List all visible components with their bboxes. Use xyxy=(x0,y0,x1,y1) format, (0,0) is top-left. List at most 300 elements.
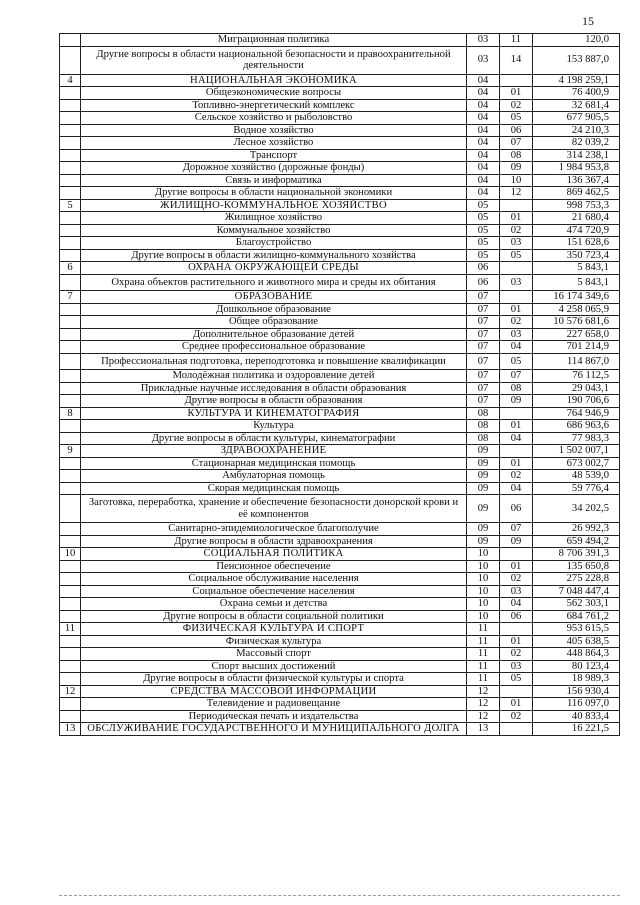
section-row xyxy=(60,74,620,87)
row-number-cell: 13 xyxy=(60,723,81,736)
amount-cell: 77 983,3 xyxy=(533,432,620,445)
section-code-cell: 04 xyxy=(467,112,500,125)
section-code-cell: 04 xyxy=(467,174,500,187)
table-row xyxy=(60,99,620,112)
table-row xyxy=(60,610,620,623)
row-name-cell: СРЕДСТВА МАССОВОЙ ИНФОРМАЦИИ xyxy=(81,685,467,698)
row-number-cell xyxy=(60,137,81,150)
amount-cell: 114 867,0 xyxy=(533,353,620,370)
row-name-cell: КУЛЬТУРА И КИНЕМАТОГРАФИЯ xyxy=(81,407,467,420)
row-name-cell: Профессиональная подготовка, переподготовка и повышение квалификации xyxy=(81,353,467,370)
table-row xyxy=(60,432,620,445)
table-row xyxy=(60,585,620,598)
amount-cell: 677 905,5 xyxy=(533,112,620,125)
row-number-cell xyxy=(60,573,81,586)
subsection-code-cell: 05 xyxy=(500,112,533,125)
row-number-cell xyxy=(60,353,81,370)
row-number-cell xyxy=(60,585,81,598)
amount-cell: 764 946,9 xyxy=(533,407,620,420)
row-number-cell xyxy=(60,341,81,354)
subsection-code-cell: 09 xyxy=(500,395,533,408)
table-row xyxy=(60,710,620,723)
section-code-cell: 09 xyxy=(467,470,500,483)
amount-cell: 659 494,2 xyxy=(533,535,620,548)
row-number-cell xyxy=(60,112,81,125)
table-row xyxy=(60,149,620,162)
amount-cell: 18 989,3 xyxy=(533,673,620,686)
section-code-cell: 07 xyxy=(467,382,500,395)
subsection-code-cell: 05 xyxy=(500,249,533,262)
row-name-cell: Другие вопросы в области физической культуры и спорта xyxy=(81,673,467,686)
row-number-cell xyxy=(60,174,81,187)
table-row xyxy=(60,598,620,611)
subsection-code-cell: 01 xyxy=(500,212,533,225)
subsection-code-cell: 01 xyxy=(500,87,533,100)
subsection-code-cell: 08 xyxy=(500,149,533,162)
section-code-cell: 06 xyxy=(467,262,500,275)
subsection-code-cell: 02 xyxy=(500,470,533,483)
section-code-cell: 07 xyxy=(467,291,500,304)
row-name-cell: Амбулаторная помощь xyxy=(81,470,467,483)
subsection-code-cell: 04 xyxy=(500,432,533,445)
amount-cell: 1 502 007,1 xyxy=(533,445,620,458)
section-code-cell: 08 xyxy=(467,432,500,445)
page-number: 15 xyxy=(582,14,594,28)
row-name-cell: Коммунальное хозяйство xyxy=(81,224,467,237)
row-number-cell xyxy=(60,212,81,225)
subsection-code-cell: 01 xyxy=(500,303,533,316)
table-row xyxy=(60,174,620,187)
row-name-cell: Другие вопросы в области образования xyxy=(81,395,467,408)
row-name-cell: СОЦИАЛЬНАЯ ПОЛИТИКА xyxy=(81,548,467,561)
subsection-code-cell xyxy=(500,407,533,420)
row-name-cell: Пенсионное обеспечение xyxy=(81,560,467,573)
section-code-cell: 09 xyxy=(467,523,500,536)
section-code-cell: 05 xyxy=(467,224,500,237)
section-code-cell: 09 xyxy=(467,495,500,523)
amount-cell: 116 097,0 xyxy=(533,698,620,711)
section-code-cell: 07 xyxy=(467,316,500,329)
amount-cell: 156 930,4 xyxy=(533,685,620,698)
row-number-cell xyxy=(60,470,81,483)
row-number-cell xyxy=(60,560,81,573)
table-row xyxy=(60,370,620,383)
subsection-code-cell xyxy=(500,445,533,458)
subsection-code-cell: 01 xyxy=(500,698,533,711)
row-name-cell: Водное хозяйство xyxy=(81,124,467,137)
row-name-cell: Дорожное хозяйство (дорожные фонды) xyxy=(81,162,467,175)
budget-table-body xyxy=(60,34,620,736)
table-row xyxy=(60,187,620,200)
row-number-cell xyxy=(60,698,81,711)
table-row xyxy=(60,560,620,573)
amount-cell: 350 723,4 xyxy=(533,249,620,262)
row-name-cell: Санитарно-эпидемиологическое благополучие xyxy=(81,523,467,536)
section-code-cell: 07 xyxy=(467,303,500,316)
section-code-cell: 04 xyxy=(467,124,500,137)
row-number-cell: 8 xyxy=(60,407,81,420)
subsection-code-cell: 04 xyxy=(500,482,533,495)
row-number-cell xyxy=(60,124,81,137)
row-number-cell xyxy=(60,249,81,262)
subsection-code-cell xyxy=(500,74,533,87)
row-number-cell: 11 xyxy=(60,623,81,636)
subsection-code-cell: 04 xyxy=(500,341,533,354)
section-code-cell: 07 xyxy=(467,370,500,383)
table-row xyxy=(60,124,620,137)
section-code-cell: 07 xyxy=(467,353,500,370)
section-code-cell: 13 xyxy=(467,723,500,736)
subsection-code-cell: 03 xyxy=(500,328,533,341)
amount-cell: 5 843,1 xyxy=(533,262,620,275)
table-row xyxy=(60,87,620,100)
amount-cell: 275 228,8 xyxy=(533,573,620,586)
amount-cell: 1 984 953,8 xyxy=(533,162,620,175)
row-number-cell xyxy=(60,482,81,495)
subsection-code-cell: 02 xyxy=(500,224,533,237)
subsection-code-cell xyxy=(500,291,533,304)
section-code-cell: 09 xyxy=(467,482,500,495)
section-code-cell: 04 xyxy=(467,74,500,87)
row-number-cell xyxy=(60,535,81,548)
amount-cell: 405 638,5 xyxy=(533,635,620,648)
subsection-code-cell: 07 xyxy=(500,523,533,536)
row-number-cell xyxy=(60,710,81,723)
subsection-code-cell: 12 xyxy=(500,187,533,200)
table-row xyxy=(60,535,620,548)
amount-cell: 227 658,0 xyxy=(533,328,620,341)
row-name-cell: Прикладные научные исследования в области образования xyxy=(81,382,467,395)
amount-cell: 26 992,3 xyxy=(533,523,620,536)
subsection-code-cell: 06 xyxy=(500,495,533,523)
amount-cell: 120,0 xyxy=(533,34,620,47)
row-name-cell: Спорт высших достижений xyxy=(81,660,467,673)
row-number-cell xyxy=(60,34,81,47)
amount-cell: 953 615,5 xyxy=(533,623,620,636)
subsection-code-cell: 06 xyxy=(500,124,533,137)
row-name-cell: ЖИЛИЩНО-КОММУНАЛЬНОЕ ХОЗЯЙСТВО xyxy=(81,199,467,212)
row-number-cell xyxy=(60,328,81,341)
section-row xyxy=(60,623,620,636)
section-code-cell: 11 xyxy=(467,660,500,673)
row-name-cell: Дополнительное образование детей xyxy=(81,328,467,341)
amount-cell: 80 123,4 xyxy=(533,660,620,673)
row-name-cell: НАЦИОНАЛЬНАЯ ЭКОНОМИКА xyxy=(81,74,467,87)
section-row xyxy=(60,723,620,736)
amount-cell: 76 400,9 xyxy=(533,87,620,100)
page-bottom-divider xyxy=(59,895,620,896)
section-code-cell: 12 xyxy=(467,698,500,711)
row-name-cell: ЗДРАВООХРАНЕНИЕ xyxy=(81,445,467,458)
row-name-cell: ОБРАЗОВАНИЕ xyxy=(81,291,467,304)
row-number-cell: 6 xyxy=(60,262,81,275)
section-code-cell: 05 xyxy=(467,212,500,225)
row-name-cell: Стационарная медицинская помощь xyxy=(81,457,467,470)
amount-cell: 474 720,9 xyxy=(533,224,620,237)
row-number-cell xyxy=(60,635,81,648)
row-number-cell: 12 xyxy=(60,685,81,698)
subsection-code-cell xyxy=(500,723,533,736)
row-number-cell xyxy=(60,370,81,383)
subsection-code-cell xyxy=(500,623,533,636)
amount-cell: 314 238,1 xyxy=(533,149,620,162)
subsection-code-cell: 01 xyxy=(500,560,533,573)
row-name-cell: Скорая медицинская помощь xyxy=(81,482,467,495)
row-name-cell: Дошкольное образование xyxy=(81,303,467,316)
section-code-cell: 11 xyxy=(467,673,500,686)
row-name-cell: Общеэкономические вопросы xyxy=(81,87,467,100)
subsection-code-cell: 03 xyxy=(500,237,533,250)
table-row xyxy=(60,212,620,225)
row-name-cell: Физическая культура xyxy=(81,635,467,648)
section-code-cell: 10 xyxy=(467,548,500,561)
amount-cell: 4 198 259,1 xyxy=(533,74,620,87)
row-number-cell xyxy=(60,382,81,395)
section-code-cell: 07 xyxy=(467,328,500,341)
amount-cell: 562 303,1 xyxy=(533,598,620,611)
row-name-cell: Благоустройство xyxy=(81,237,467,250)
row-name-cell: Среднее профессиональное образование xyxy=(81,341,467,354)
section-row xyxy=(60,291,620,304)
section-code-cell: 06 xyxy=(467,274,500,291)
table-row xyxy=(60,46,620,74)
subsection-code-cell xyxy=(500,548,533,561)
section-code-cell: 11 xyxy=(467,623,500,636)
table-row xyxy=(60,353,620,370)
section-row xyxy=(60,685,620,698)
section-row xyxy=(60,199,620,212)
section-code-cell: 12 xyxy=(467,710,500,723)
subsection-code-cell: 01 xyxy=(500,457,533,470)
row-name-cell: ОБСЛУЖИВАНИЕ ГОСУДАРСТВЕННОГО И МУНИЦИПАЛЬНОГО ДОЛГА xyxy=(81,723,467,736)
table-row xyxy=(60,341,620,354)
table-row xyxy=(60,648,620,661)
subsection-code-cell: 04 xyxy=(500,598,533,611)
row-name-cell: Другие вопросы в области социальной политики xyxy=(81,610,467,623)
subsection-code-cell: 01 xyxy=(500,420,533,433)
section-code-cell: 05 xyxy=(467,237,500,250)
section-row xyxy=(60,548,620,561)
row-number-cell xyxy=(60,523,81,536)
subsection-code-cell: 03 xyxy=(500,585,533,598)
subsection-code-cell: 07 xyxy=(500,137,533,150)
table-row xyxy=(60,224,620,237)
row-number-cell xyxy=(60,316,81,329)
row-number-cell xyxy=(60,610,81,623)
row-name-cell: Миграционная политика xyxy=(81,34,467,47)
row-number-cell xyxy=(60,660,81,673)
section-code-cell: 09 xyxy=(467,535,500,548)
row-name-cell: Другие вопросы в области национальной безопасности и правоохранительной деятельности xyxy=(81,46,467,74)
row-number-cell xyxy=(60,673,81,686)
subsection-code-cell xyxy=(500,685,533,698)
table-row xyxy=(60,274,620,291)
amount-cell: 32 681,4 xyxy=(533,99,620,112)
row-name-cell: Другие вопросы в области здравоохранения xyxy=(81,535,467,548)
amount-cell: 10 576 681,6 xyxy=(533,316,620,329)
amount-cell: 998 753,3 xyxy=(533,199,620,212)
section-code-cell: 04 xyxy=(467,87,500,100)
subsection-code-cell xyxy=(500,199,533,212)
row-number-cell: 4 xyxy=(60,74,81,87)
table-row xyxy=(60,698,620,711)
subsection-code-cell: 05 xyxy=(500,673,533,686)
amount-cell: 869 462,5 xyxy=(533,187,620,200)
row-number-cell xyxy=(60,457,81,470)
row-name-cell: Социальное обеспечение населения xyxy=(81,585,467,598)
row-name-cell: Связь и информатика xyxy=(81,174,467,187)
table-row xyxy=(60,573,620,586)
subsection-code-cell: 06 xyxy=(500,610,533,623)
row-number-cell: 5 xyxy=(60,199,81,212)
row-number-cell xyxy=(60,149,81,162)
amount-cell: 48 539,0 xyxy=(533,470,620,483)
amount-cell: 153 887,0 xyxy=(533,46,620,74)
section-code-cell: 04 xyxy=(467,187,500,200)
table-row xyxy=(60,249,620,262)
row-name-cell: Телевидение и радиовещание xyxy=(81,698,467,711)
subsection-code-cell: 07 xyxy=(500,370,533,383)
table-row xyxy=(60,660,620,673)
row-number-cell: 7 xyxy=(60,291,81,304)
subsection-code-cell: 14 xyxy=(500,46,533,74)
row-number-cell xyxy=(60,432,81,445)
amount-cell: 29 043,1 xyxy=(533,382,620,395)
row-name-cell: Молодёжная политика и оздоровление детей xyxy=(81,370,467,383)
section-code-cell: 09 xyxy=(467,457,500,470)
subsection-code-cell: 09 xyxy=(500,535,533,548)
row-number-cell xyxy=(60,420,81,433)
subsection-code-cell: 02 xyxy=(500,710,533,723)
row-name-cell: Периодическая печать и издательства xyxy=(81,710,467,723)
row-name-cell: Охрана семьи и детства xyxy=(81,598,467,611)
section-code-cell: 10 xyxy=(467,585,500,598)
subsection-code-cell: 03 xyxy=(500,274,533,291)
section-code-cell: 05 xyxy=(467,199,500,212)
amount-cell: 16 174 349,6 xyxy=(533,291,620,304)
amount-cell: 8 706 391,3 xyxy=(533,548,620,561)
amount-cell: 673 002,7 xyxy=(533,457,620,470)
table-row xyxy=(60,395,620,408)
section-code-cell: 10 xyxy=(467,610,500,623)
subsection-code-cell xyxy=(500,262,533,275)
row-name-cell: Культура xyxy=(81,420,467,433)
row-name-cell: Заготовка, переработка, хранение и обеспечение безопасности донорской крови и её компонентов xyxy=(81,495,467,523)
section-code-cell: 10 xyxy=(467,573,500,586)
amount-cell: 135 650,8 xyxy=(533,560,620,573)
row-name-cell: ФИЗИЧЕСКАЯ КУЛЬТУРА И СПОРТ xyxy=(81,623,467,636)
section-row xyxy=(60,262,620,275)
amount-cell: 16 221,5 xyxy=(533,723,620,736)
section-code-cell: 03 xyxy=(467,34,500,47)
subsection-code-cell: 01 xyxy=(500,635,533,648)
row-name-cell: Другие вопросы в области национальной экономики xyxy=(81,187,467,200)
row-number-cell xyxy=(60,99,81,112)
section-code-cell: 07 xyxy=(467,395,500,408)
section-code-cell: 12 xyxy=(467,685,500,698)
row-number-cell: 9 xyxy=(60,445,81,458)
row-number-cell xyxy=(60,187,81,200)
section-code-cell: 07 xyxy=(467,341,500,354)
budget-table xyxy=(59,33,620,736)
row-name-cell: Социальное обслуживание населения xyxy=(81,573,467,586)
row-number-cell: 10 xyxy=(60,548,81,561)
table-row xyxy=(60,635,620,648)
row-name-cell: Сельское хозяйство и рыболовство xyxy=(81,112,467,125)
row-name-cell: ОХРАНА ОКРУЖАЮЩЕЙ СРЕДЫ xyxy=(81,262,467,275)
row-number-cell xyxy=(60,46,81,74)
table-row xyxy=(60,470,620,483)
row-name-cell: Общее образование xyxy=(81,316,467,329)
subsection-code-cell: 02 xyxy=(500,316,533,329)
subsection-code-cell: 02 xyxy=(500,648,533,661)
section-code-cell: 10 xyxy=(467,598,500,611)
amount-cell: 82 039,2 xyxy=(533,137,620,150)
subsection-code-cell: 05 xyxy=(500,353,533,370)
row-number-cell xyxy=(60,224,81,237)
amount-cell: 76 112,5 xyxy=(533,370,620,383)
row-name-cell: Транспорт xyxy=(81,149,467,162)
section-code-cell: 08 xyxy=(467,420,500,433)
section-code-cell: 09 xyxy=(467,445,500,458)
table-row xyxy=(60,162,620,175)
section-row xyxy=(60,445,620,458)
table-row xyxy=(60,112,620,125)
section-code-cell: 04 xyxy=(467,137,500,150)
table-row xyxy=(60,523,620,536)
amount-cell: 34 202,5 xyxy=(533,495,620,523)
section-code-cell: 10 xyxy=(467,560,500,573)
section-code-cell: 03 xyxy=(467,46,500,74)
amount-cell: 448 864,3 xyxy=(533,648,620,661)
row-name-cell: Охрана объектов растительного и животного мира и среды их обитания xyxy=(81,274,467,291)
amount-cell: 21 680,4 xyxy=(533,212,620,225)
section-row xyxy=(60,407,620,420)
section-code-cell: 05 xyxy=(467,249,500,262)
row-number-cell xyxy=(60,598,81,611)
subsection-code-cell: 02 xyxy=(500,573,533,586)
amount-cell: 40 833,4 xyxy=(533,710,620,723)
subsection-code-cell: 11 xyxy=(500,34,533,47)
row-number-cell xyxy=(60,274,81,291)
amount-cell: 136 367,4 xyxy=(533,174,620,187)
table-row xyxy=(60,495,620,523)
table-row xyxy=(60,420,620,433)
amount-cell: 701 214,9 xyxy=(533,341,620,354)
row-number-cell xyxy=(60,648,81,661)
table-row xyxy=(60,137,620,150)
amount-cell: 151 628,6 xyxy=(533,237,620,250)
section-code-cell: 04 xyxy=(467,99,500,112)
amount-cell: 686 963,6 xyxy=(533,420,620,433)
row-number-cell xyxy=(60,495,81,523)
table-row xyxy=(60,34,620,47)
table-row xyxy=(60,316,620,329)
amount-cell: 59 776,4 xyxy=(533,482,620,495)
table-row xyxy=(60,328,620,341)
section-code-cell: 04 xyxy=(467,162,500,175)
section-code-cell: 11 xyxy=(467,648,500,661)
section-code-cell: 04 xyxy=(467,149,500,162)
row-number-cell xyxy=(60,303,81,316)
row-name-cell: Лесное хозяйство xyxy=(81,137,467,150)
table-row xyxy=(60,382,620,395)
row-name-cell: Топливно-энергетический комплекс xyxy=(81,99,467,112)
table-row xyxy=(60,482,620,495)
section-code-cell: 08 xyxy=(467,407,500,420)
amount-cell: 190 706,6 xyxy=(533,395,620,408)
row-number-cell xyxy=(60,162,81,175)
